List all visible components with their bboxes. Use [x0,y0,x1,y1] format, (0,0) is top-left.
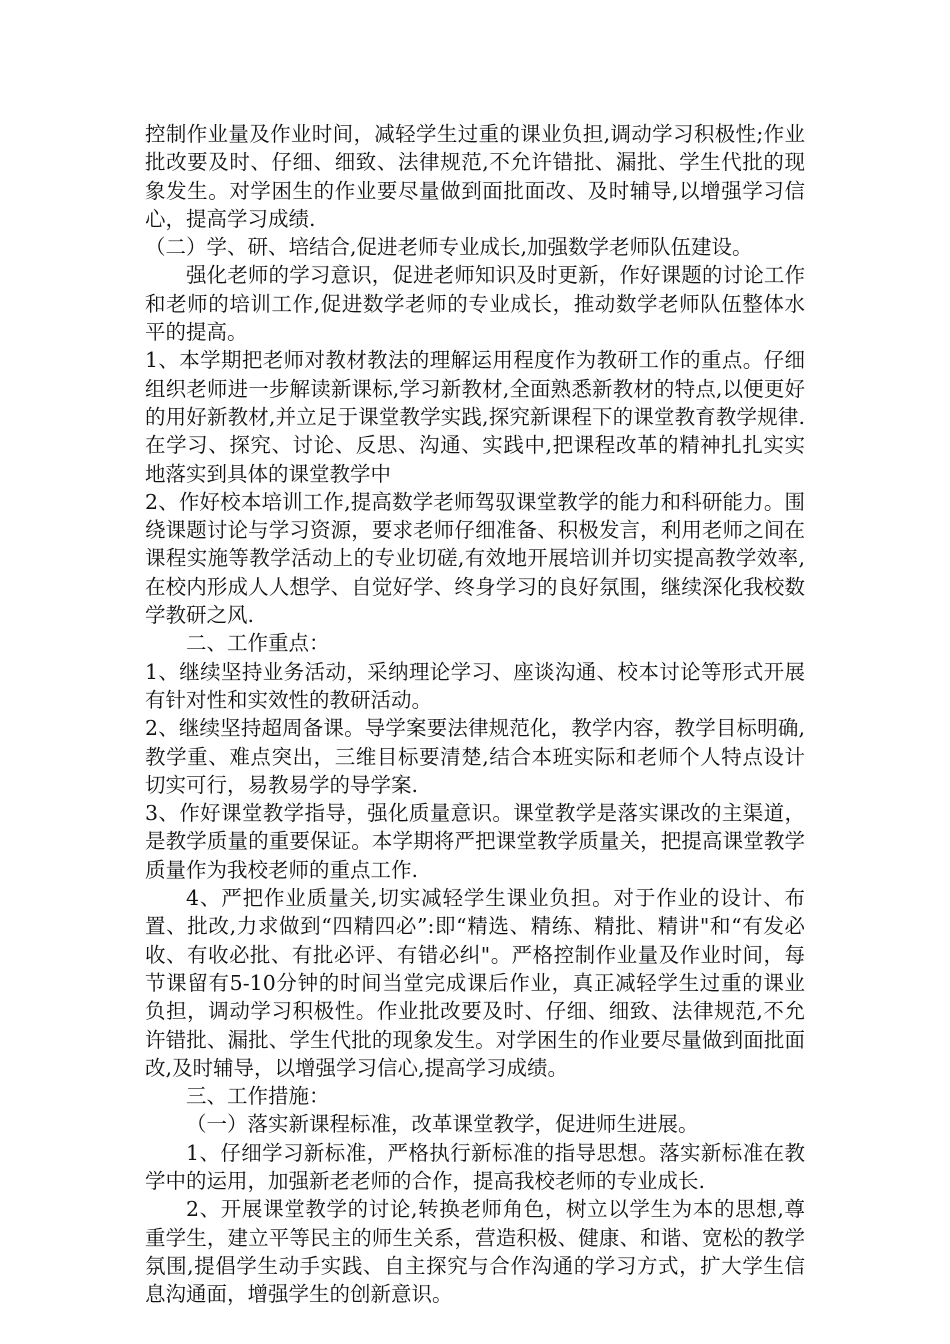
body-paragraph: 2、作好校本培训工作,提高数学老师驾驭课堂教学的能力和科研能力。围绕课题讨论与学习资源，要求老师仔细准备、积极发言，利用老师之间在课程实施等教学活动上的专业切磋,有效地开展培训并切实提高教学效率,在校内形成人人想学、自觉好学、终身学习的良好氛围，继续深化我校数学教研之风. [145,489,805,628]
body-paragraph: 2、开展课堂教学的讨论,转换老师角色，树立以学生为本的思想,尊重学生，建立平等民主的师生关系，营造积极、健康、和谐、宽松的教学氛围,提倡学生动手实践、自主探究与合作沟通的学习方式，扩大学生信息沟通面，增强学生的创新意识。 [145,1197,805,1307]
body-paragraph: 1、继续坚持业务活动，采纳理论学习、座谈沟通、校本讨论等形式开展有针对性和实效性的教研活动。 [145,659,805,712]
body-paragraph: 4、严把作业质量关,切实减轻学生课业负担。对于作业的设计、布置、批改,力求做到“四精四必”:即“精选、精练、精批、精讲"和“有发必收、有收必批、有批必评、有错必纠"。严格控制作业量及作业时间，每节课留有5-10分钟的时间当堂完成课后作业，真正减轻学生过重的课业负担，调动学习积极性。作业批改要及时、仔细、细致、法律规范,不允许错批、漏批、学生代批的现象发生。对学困生的作业要尽量做到面批面改,及时辅导，以增强学习信心,提高学习成绩。 [145,886,805,1080]
body-paragraph: 1、仔细学习新标准，严格执行新标准的指导思想。落实新标准在教学中的运用，加强新老老师的合作，提高我校老师的专业成长. [145,1140,805,1193]
body-paragraph: 强化老师的学习意识，促进老师知识及时更新，作好课题的讨论工作和老师的培训工作,促进数学老师的专业成长，推动数学老师队伍整体水平的提高。 [145,263,805,345]
body-paragraph: 1、本学期把老师对教材教法的理解运用程度作为教研工作的重点。仔细组织老师进一步解读新课标,学习新教材,全面熟悉新教材的特点,以便更好的用好新教材,并立足于课堂教学实践,探究新课程下的课堂教育教学规律.在学习、探究、讨论、反思、沟通、实践中,把课程改革的精神扎扎实实地落实到具体的课堂教学中 [145,348,805,486]
body-paragraph: 3、作好课堂教学指导，强化质量意识。课堂教学是落实课改的主渠道，是教学质量的重要保证。本学期将严把课堂教学质量关，把提高课堂教学质量作为我校老师的重点工作. [145,801,805,882]
section-heading: 二、工作重点： [186,631,330,656]
body-paragraph: 控制作业量及作业时间，减轻学生过重的课业负担,调动学习积极性;作业批改要及时、仔细、细致、法律规范,不允许错批、漏批、学生代批的现象发生。对学困生的作业要尽量做到面批面改、及时辅导,以增强学习信心，提高学习成绩. [145,122,805,231]
subsection-heading: （一）落实新课程标准，改革课堂教学，促进师生进展。 [186,1112,699,1137]
section-heading: （二）学、研、培结合,促进老师专业成长,加强数学老师队伍建设。 [145,235,753,260]
section-heading: 三、工作措施： [186,1084,330,1109]
document-page [145,120,805,1308]
body-paragraph: 2、继续坚持超周备课。导学案要法律规范化，教学内容，教学目标明确,教学重、难点突出，三维目标要清楚,结合本班实际和老师个人特点设计切实可行，易教易学的导学案. [145,716,805,797]
